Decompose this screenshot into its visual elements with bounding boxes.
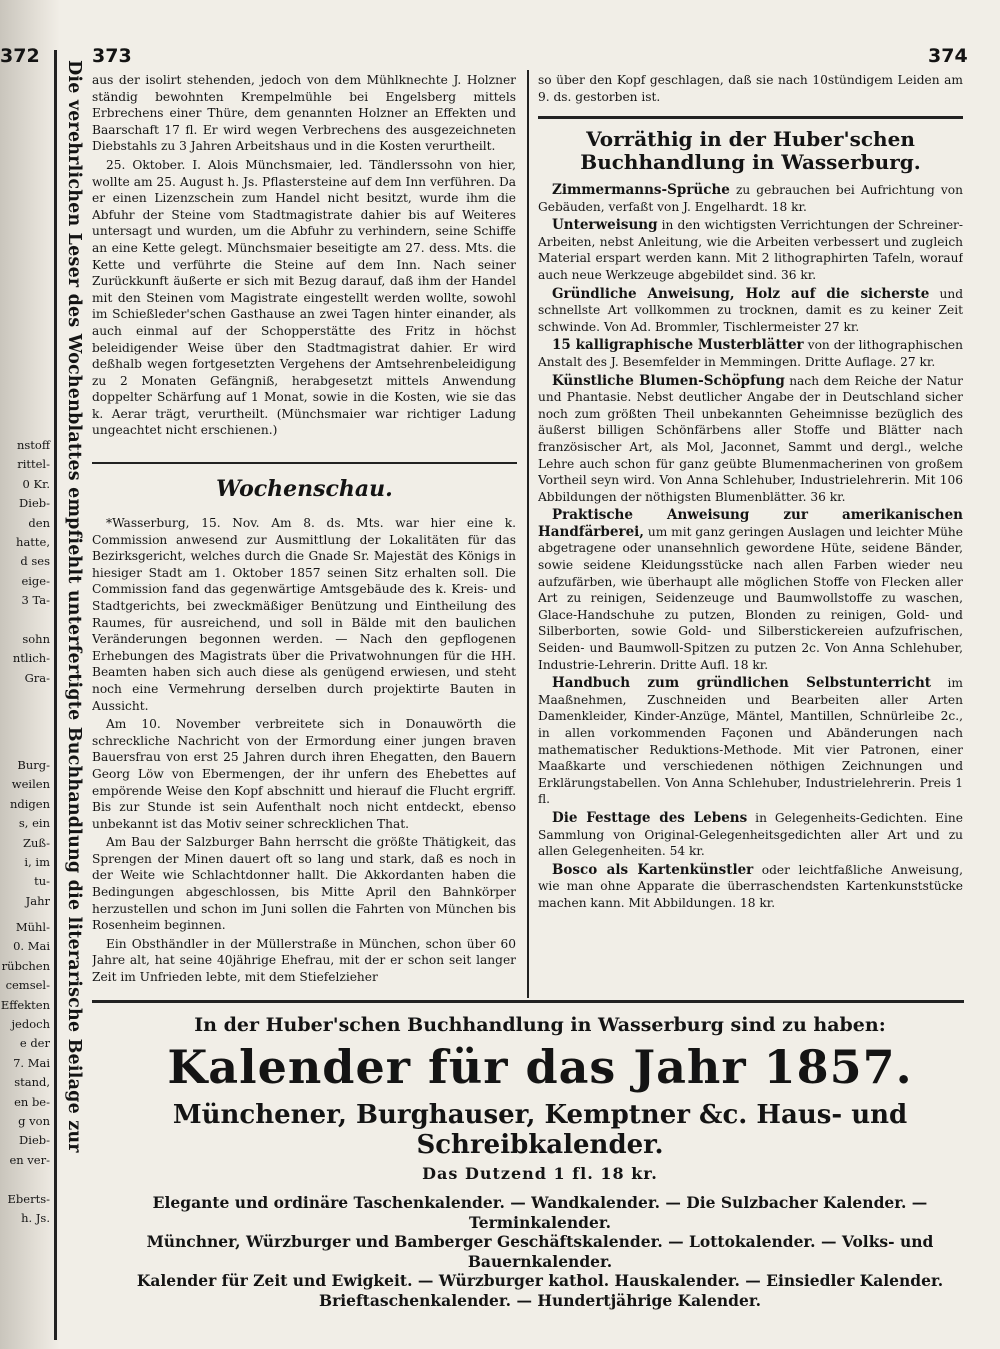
side-fragment: rübchen — [1, 958, 50, 973]
ad-entry: Unterweisung in den wichtigsten Verrichtungen der Schreiner-Arbeiten, nebst Anleitung, wie die Arbeiten verbessert und zugleich Material erspart werden kann. Mit 2 lithographirten Tafeln, worauf auch neue Werkzeuge abgebildet sind. 36 kr. — [538, 217, 963, 282]
side-fragment: Eberts- — [7, 1191, 50, 1206]
ad-list-line: Kalender für Zeit und Ewigkeit. — Würzburger kathol. Hauskalender. — Einsiedler Kalender. — [136, 1271, 944, 1290]
side-fragment: tu- — [34, 874, 50, 889]
ad-list-line: Elegante und ordinäre Taschenkalender. — Wandkalender. — Die Sulzbacher Kalender. — Terminkalender. — [152, 1193, 928, 1232]
side-fragment: hatte, — [16, 535, 50, 550]
ad-entry: Handbuch zum gründlichen Selbstunterricht im Maaßnehmen, Zuschneiden und Bearbeiten aller Arten Damenkleider, Kinder-Anzüge, Mäntel, Mantillen, Schnürleibe 2c., in allen vorkommenden Façonen und Abänderungen nach mathematischer Reduktions-Methode. Mit vier Patronen, einer Maaßkarte und verschiedenen nöthigen Zeichnungen und Erklärungstabellen. Von Anna Schlehuber, Industrielehrerin. Preis 1 fl. — [538, 675, 963, 807]
side-fragment: en be- — [14, 1094, 50, 1109]
side-fragment: jedoch — [11, 1017, 50, 1032]
ad-subtitle: Münchener, Burghauser, Kemptner &c. Haus- und Schreibkalender. — [172, 1100, 908, 1160]
side-fragment: sohn — [22, 632, 50, 647]
side-fragment — [0, 611, 50, 630]
column-right-carryover — [538, 72, 963, 114]
ad-price: Das Dutzend 1 fl. 18 kr. — [422, 1164, 658, 1183]
vertical-notice-line1: Die verehrlichen Leser des Wochenblattes empfiehlt unterfertigte Buchhandlung die literarische Beilage zur — [64, 60, 84, 1153]
side-fragment: h. Js. — [21, 1211, 50, 1226]
ad-entry: 15 kalligraphische Musterblätter von der lithographischen Anstalt des J. Besemfelder in Memmingen. Dritte Auflage. 27 kr. — [538, 337, 963, 369]
side-fragment: s, ein — [18, 816, 50, 831]
left-border-rule — [54, 50, 57, 1340]
ad-list — [100, 1193, 980, 1310]
side-fragment: d ses — [20, 554, 50, 569]
section-rule — [538, 116, 963, 119]
wochenschau-title: Wochenschau. — [216, 476, 393, 502]
side-fragment: weilen — [11, 777, 50, 792]
ad-list-line: Brieftaschenkalender. — Hundertjährige Kalender. — [318, 1290, 762, 1310]
side-fragment: ntlich- — [12, 651, 50, 666]
paragraph: Am Bau der Salzburger Bahn herrscht die größte Thätigkeit, das Sprengen der Minen dauert oft so lang und stark, daß es noch in der Weite wie Schlachtdonner hallt. Die Akkordanten haben die Bedingungen abgeschlossen, bis Mitte April den Bahnkörper herzustellen und schon im Juni sollen die Fahrten von München bis Rosenheim beginnen. — [92, 835, 516, 933]
side-fragment: e der — [19, 1036, 50, 1051]
column-divider — [527, 70, 529, 998]
side-fragment: 0 Kr. — [22, 476, 50, 491]
column-right-ads — [538, 182, 963, 997]
side-fragment: en ver- — [9, 1152, 50, 1167]
bottom-ad-rule — [92, 1000, 964, 1003]
ad-entry: Gründliche Anweisung, Holz auf die sicherste und schnellste Art vollkommen zu trocknen, damit es zu keiner Zeit schwinde. Von Ad. Brommler, Tischlermeister 27 kr. — [538, 285, 963, 334]
paragraph: Ein Obsthändler in der Müllerstraße in München, schon über 60 Jahre alt, hat seine 40jährige Ehefrau, mit der er schon seit langer Zeit im Unfrieden lebte, mit dem Stiefelzieher — [92, 936, 516, 985]
ad-entry: Zimmermanns-Sprüche zu gebrauchen bei Aufrichtung von Gebäuden, verfaßt von J. Engelhardt. 18 kr. — [538, 182, 963, 214]
ad-intro: In der Huber'schen Buchhandlung in Wasserburg sind zu haben: — [194, 1014, 886, 1036]
side-fragment: eige- — [21, 573, 50, 588]
ad-entry: Die Festtage des Lebens in Gelegenheits-Gedichten. Eine Sammlung von Original-Gelegenheitsgedichten aller Art und zu allen Gelegenheiten. 54 kr. — [538, 809, 963, 859]
side-fragment: g von — [18, 1114, 50, 1129]
calendar-advertisement — [100, 1014, 980, 1310]
column-left-wochenschau — [92, 515, 516, 997]
side-fragment: Burg- — [17, 758, 50, 772]
paragraph: 25. Oktober. I. Alois Münchsmaier, led. Tändlerssohn von hier, wollte am 25. August h. Js. Pflastersteine auf dem Inn verführen. Da er einen Lizenzschein zum Handel nicht besitzt, wurde ihm die Abfuhr der Steine vom Stadtmagistrate dahier bis auf Weiteres untersagt und wurden, um die Abfuhr zu verhindern, seine Schiffe an eine Kette gelegt. Münchsmaier beseitigte am 27. dess. Mts. die Kette und verführte die Steine auf dem Inn. Nach seiner Zurückkunft äußerte er sich mit Bezug darauf, daß ihm der Handel mit den Steinen vom Magistrate eingestellt werden wollte, sowohl im Schießleder'schen Gasthause an zwei Tagen hinter einander, als auch einmal auf der Schopperstätte des Fritz in höchst beleidigender Weise über den Stadtmagistrat dahier. Er wird deßhalb wegen fortgesetzten Vergehens der Amtsehrenbeleidigung zu 2 Monaten Gefängniß, herabgesetzt mittels Anwendung doppelter Schärfung auf 1 Monat, sowie in die Kosten, wie sie das k. Aerar trägt, verurtheilt. (Münchsmaier war richtiger Ladung ungeachtet nicht erschienen.) — [92, 157, 516, 438]
side-fragment: Jahr — [25, 893, 50, 908]
paragraph: *Wasserburg, 15. Nov. Am 8. ds. Mts. war hier eine k. Commission anwesend zur Ausmittlung der Lokalitäten für das Bezirksgericht, welches durch die Gnade Sr. Majestät des Königs in hiesiger Stadt am 1. Oktober 1857 seinen Sitz erhalten soll. Die Commission fand das gegenwärtige Amtsgebäude des k. Kreis- und Stadtgerichts, bei zweckmäßiger Benützung und Eintheilung des Raumes, für ausreichend, und soll in Bälde mit den baulichen Veränderungen begonnen werden. — Nach den gepflogenen Erhebungen des Magistrats über die Privatwohnungen für die HH. Beamten haben sich auch diese als genügend erwiesen, und steht noch eine Vermehrung derselben durch projektirte Bauten in Aussicht. — [92, 516, 516, 713]
page-number-right: 374 — [928, 45, 968, 67]
side-column-upper — [0, 436, 50, 688]
side-fragment: stand, — [14, 1075, 50, 1090]
section-rule — [92, 462, 517, 464]
paragraph: so über den Kopf geschlagen, daß sie nach 10stündigem Leiden am 9. ds. gestorben ist. — [538, 73, 963, 104]
ad-entry: Bosco als Kartenkünstler oder leichtfaßliche Anweisung, wie man ohne Apparate die überraschendsten Kartenkunststücke machen kann. Mit Abbildungen. 18 kr. — [538, 861, 963, 910]
vertical-notice — [58, 60, 90, 1240]
paragraph: Am 10. November verbreitete sich in Donauwörth die schreckliche Nachricht von der Ermordung einer jungen braven Bauersfrau von erst 25 Jahren durch ihren Ehegatten, den Bauern Georg Löw von Ebermengen, der ihr unfern des Ehebettes auf empörende Weise den Kopf abschnitt und hierauf die Flucht ergriff. Bis zur Stunde ist sein Aufenthalt noch nicht entdeckt, ebenso unbekannt ist das Motiv seiner schrecklichen That. — [92, 717, 516, 831]
side-fragment: Dieb- — [19, 1133, 50, 1148]
page-number-left-edge: 372 — [0, 45, 40, 67]
side-fragment: i, im — [24, 855, 50, 870]
side-fragment: 3 Ta- — [21, 593, 50, 608]
side-fragment: Effekten — [0, 997, 50, 1012]
side-fragment: ndigen — [9, 796, 50, 811]
column-left-top — [92, 72, 516, 460]
side-fragment: Zuß- — [23, 835, 50, 850]
bookshop-heading: Vorräthig in der Huber'schen Buchhandlung in Wasserburg. — [580, 127, 921, 174]
side-fragment: Mühl- — [15, 920, 50, 934]
side-fragment: 7. Mai — [13, 1055, 50, 1070]
side-column-lower — [0, 918, 50, 1229]
side-column-middle — [0, 756, 50, 911]
side-fragment: Dieb- — [19, 496, 50, 511]
side-fragment — [0, 1170, 50, 1189]
side-fragment: cemsel- — [5, 978, 50, 993]
ad-entry: Künstliche Blumen-Schöpfung nach dem Reiche der Natur und Phantasie. Nebst deutlicher Angabe der in Deutschland sicher noch zum größten Theil unbekannten Geheimnisse bezüglich des äußerst billigen Schönfärbens aller Stoffe und Blätter nach französischer Art, als Mol, Jaconnet, Sammt und dergl., welche Lehre auch schon für ganz geübte Blumenmacherinen von großem Vortheil seyn wird. Von Anna Schlehuber, Industrielehrerin. Mit 106 Abbildungen der nöthigsten Blumenblätter. 36 kr. — [538, 372, 963, 504]
side-fragment: 0. Mai — [13, 939, 50, 954]
side-fragment: Gra- — [24, 670, 50, 685]
side-fragment: rittel- — [17, 457, 50, 472]
ad-entry: Praktische Anweisung zur amerikanischen Handfärberei, um mit ganz geringen Auslagen und leichter Mühe abgetragene oder unansehnlich gewordene Hüte, seidene Bänder, sowie seidene Kleidungsstücke nach allen Farben wieder neu aufzufärben, wie überhaupt alle möglichen Stoffe von Flecken aller Art zu reinigen, Seidenzeuge und Baumwollstoffe zu waschen, Glace-Handschuhe zu putzen, Blonden zu reinigen, Gold- und Silberborten, sowie Gold- und Silberstickereien aufzufrischen, Seiden- und Baumwoll-Spitzen zu putzen 2c. Von Anna Schlehuber, Industrie-Lehrerin. Dritte Aufl. 18 kr. — [538, 507, 963, 672]
ad-title: Kalender für das Jahr 1857. — [167, 1040, 913, 1094]
page-number-left: 373 — [92, 45, 132, 67]
paragraph: aus der isolirt stehenden, jedoch von dem Mühlknechte J. Holzner ständig bewohnten Krempelmühle bei Engelsberg mittels Erbrechens einer Thüre, dem genannten Holzner an Effekten und Baarschaft 17 fl. Er wird wegen Verbrechens des ausgezeichneten Diebstahls zu 3 Jahren Arbeitshaus und in die Kosten verurtheilt. — [92, 73, 516, 154]
ad-list-line: Münchner, Würzburger und Bamberger Geschäftskalender. — Lottokalender. — Volks- und Bauernkalender. — [146, 1232, 934, 1271]
side-fragment: den — [28, 515, 50, 530]
side-fragment: nstoff — [16, 438, 50, 452]
